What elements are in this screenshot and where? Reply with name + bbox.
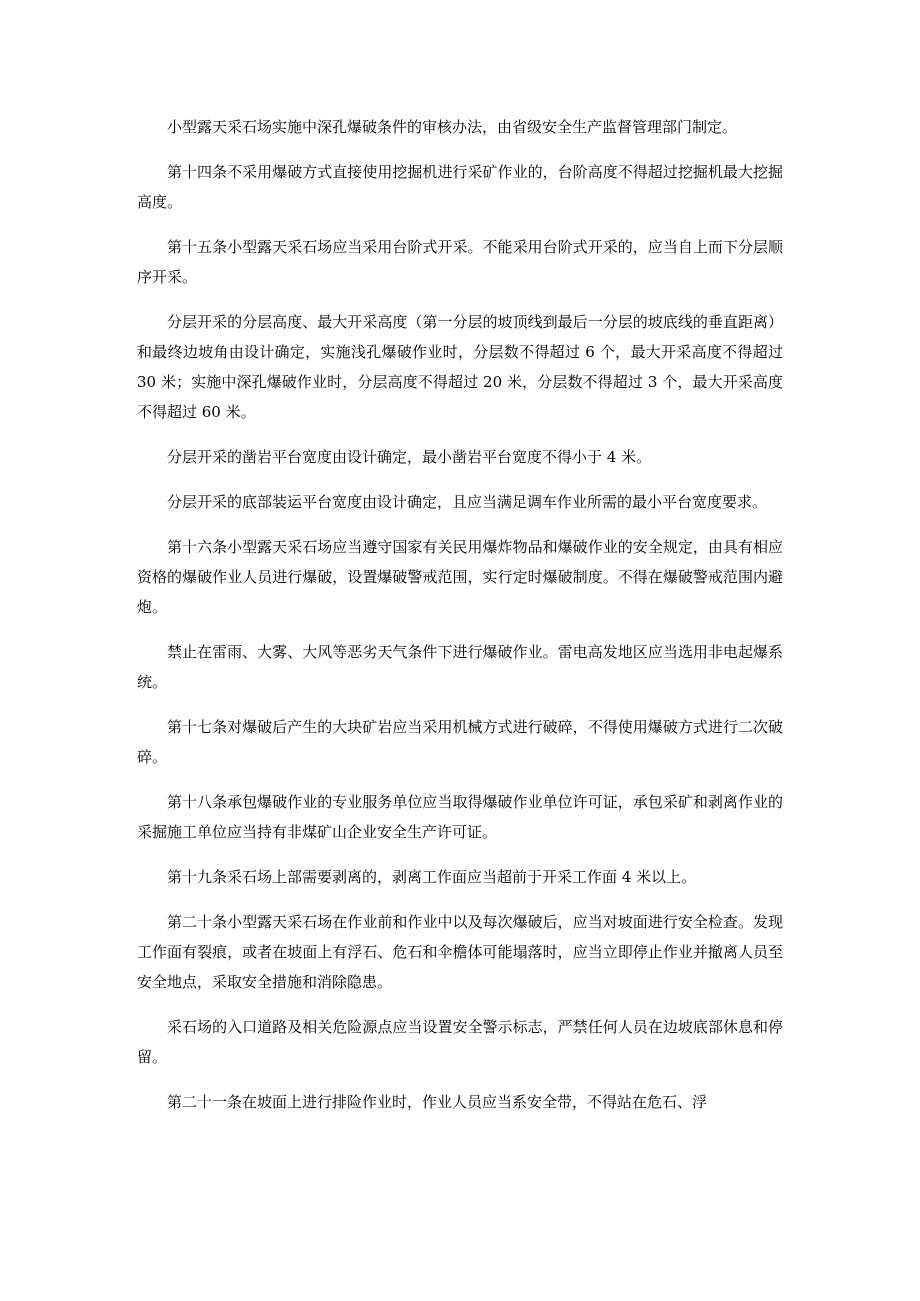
- paragraph-3: 第十五条小型露天采石场应当采用台阶式开采。不能采用台阶式开采的，应当自上而下分层顺序开采。: [137, 238, 783, 286]
- paragraph-13: 采石场的入口道路及相关危险源点应当设置安全警示标志，严禁任何人员在边坡底部休息和停留。: [137, 1018, 783, 1066]
- paragraph-1: 小型露天采石场实施中深孔爆破条件的审核办法，由省级安全生产监督管理部门制定。: [167, 118, 738, 136]
- paragraph-12: 第二十条小型露天采石场在作业前和作业中以及每次爆破后，应当对坡面进行安全检查。发现工作面有裂痕，或者在坡面上有浮石、危石和伞檐体可能塌落时，应当立即停止作业并撤离人员至安全地点，采取安全措施和消除隐患。: [137, 913, 783, 991]
- paragraph-5: 分层开采的凿岩平台宽度由设计确定，最小凿岩平台宽度不得小于 4 米。: [167, 448, 652, 466]
- document-body: [137, 112, 783, 1132]
- paragraph-7: 第十六条小型露天采石场应当遵守国家有关民用爆炸物品和爆破作业的安全规定，由具有相应资格的爆破作业人员进行爆破，设置爆破警戒范围，实行定时爆破制度。不得在爆破警戒范围内避炮。: [137, 538, 783, 616]
- paragraph-2: 第十四条不采用爆破方式直接使用挖掘机进行采矿作业的，台阶高度不得超过挖掘机最大挖掘高度。: [137, 163, 783, 211]
- paragraph-6: 分层开采的底部装运平台宽度由设计确定，且应当满足调车作业所需的最小平台宽度要求。: [167, 493, 768, 511]
- paragraph-9: 第十七条对爆破后产生的大块矿岩应当采用机械方式进行破碎，不得使用爆破方式进行二次破碎。: [137, 718, 783, 766]
- paragraph-8: 禁止在雷雨、大雾、大风等恶劣天气条件下进行爆破作业。雷电高发地区应当选用非电起爆系统。: [137, 643, 783, 691]
- paragraph-14: 第二十一条在坡面上进行排险作业时，作业人员应当系安全带，不得站在危石、浮: [167, 1093, 708, 1111]
- paragraph-11: 第十九条采石场上部需要剥离的，剥离工作面应当超前于开采工作面 4 米以上。: [167, 868, 697, 886]
- paragraph-10: 第十八条承包爆破作业的专业服务单位应当取得爆破作业单位许可证，承包采矿和剥离作业的采掘施工单位应当持有非煤矿山企业安全生产许可证。: [137, 793, 783, 841]
- paragraph-4: 分层开采的分层高度、最大开采高度（第一分层的坡顶线到最后一分层的坡底线的垂直距离）和最终边坡角由设计确定，实施浅孔爆破作业时，分层数不得超过 6 个，最大开采高度不得超过 30 米；实施中深孔爆破作业时，分层高度不得超过 20 米，分层数不得超过 3 个，最大开采高度不得超过 60 米。: [137, 313, 783, 421]
